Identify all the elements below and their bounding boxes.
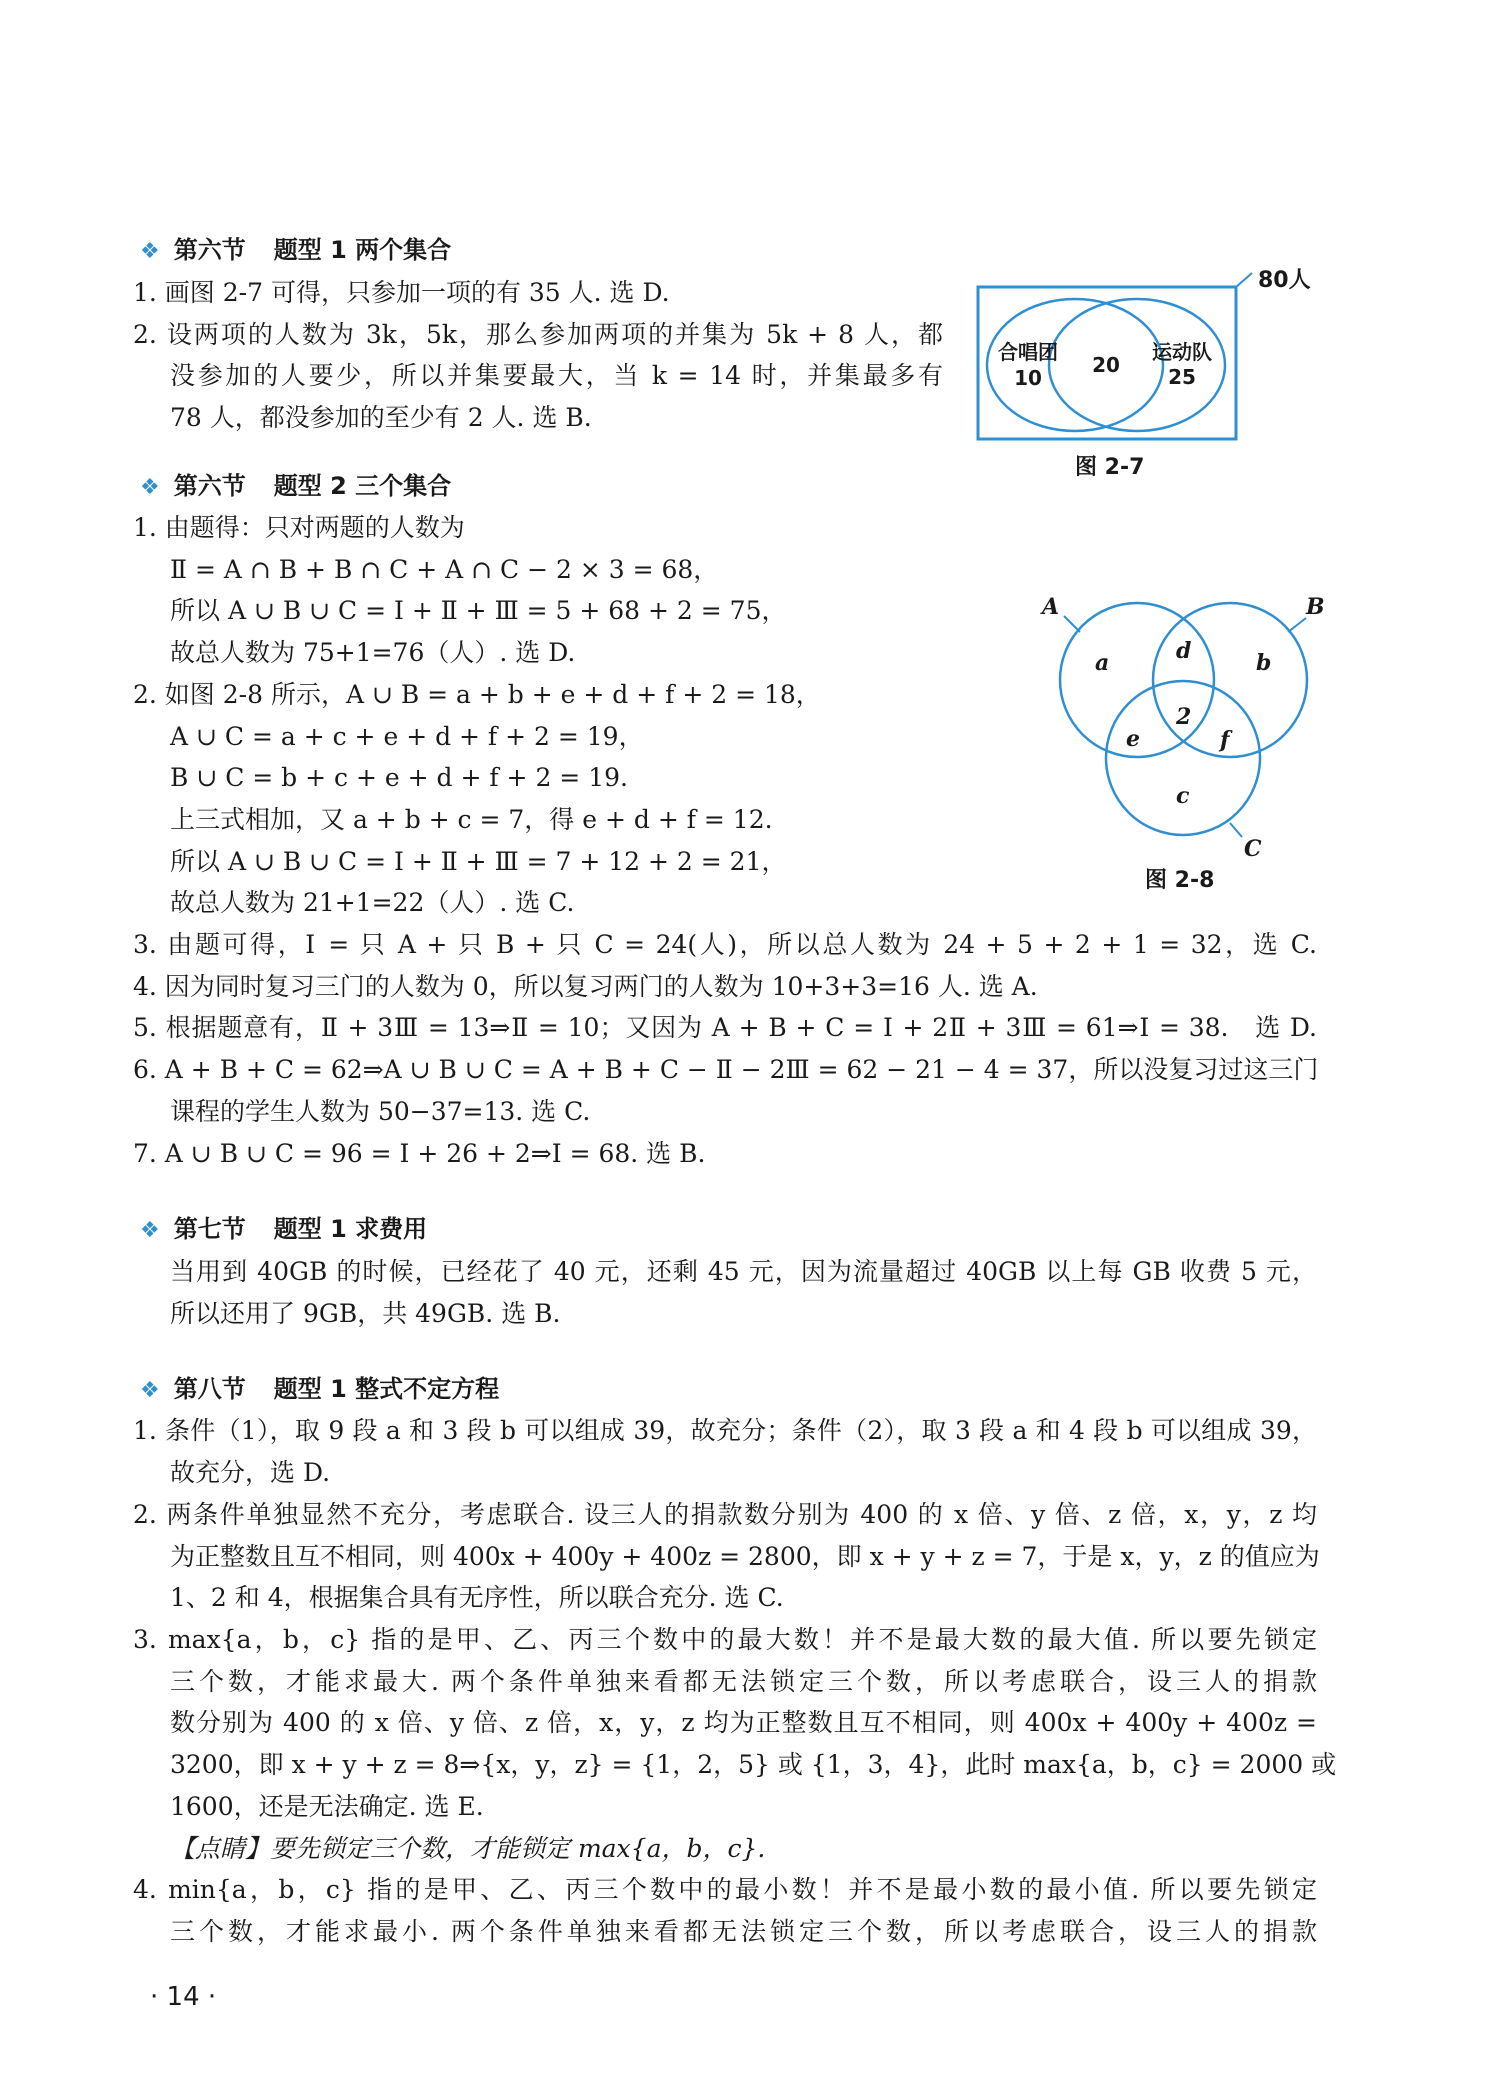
text-line: 1. 由题得：只对两题的人数为: [133, 513, 465, 542]
venn-diagram-2-8: [1020, 585, 1325, 875]
right-set-name: 运动队: [1152, 340, 1212, 364]
total-leader-line: [1236, 273, 1252, 287]
text-line: 1600，还是无法确定. 选 E.: [170, 1792, 484, 1821]
text-line: A ∪ C = a + c + e + d + f + 2 = 19，: [170, 722, 644, 751]
text-line: B ∪ C = b + c + e + d + f + 2 = 19.: [170, 763, 628, 792]
region-d: d: [1176, 638, 1192, 664]
set-circle-b: [1153, 603, 1307, 757]
text-line: Ⅱ = A ∩ B + B ∩ C + A ∩ C − 2 × 3 = 68，: [170, 555, 719, 584]
text-line: 没参加的人要少，所以并集要最大，当 k = 14 时，并集最多有: [170, 361, 943, 390]
text-line: 三个数，才能求最大. 两个条件单独来看都无法锁定三个数，所以考虑联合，设三人的捐款: [170, 1667, 1317, 1696]
text-line: 4. 因为同时复习三门的人数为 0，所以复习两门的人数为 10+3+3=16 人. 选 A.: [133, 972, 1038, 1001]
region-f: f: [1220, 727, 1230, 753]
text-line: 3. 由题可得，Ⅰ = 只 A + 只 B + 只 C = 24(人)，所以总人数为 24 + 5 + 2 + 1 = 32，选 C.: [133, 930, 1317, 959]
intersection-value: 20: [1092, 353, 1120, 377]
section-heading-8-1: ❖ 第八节 题型 1 整式不定方程: [140, 1375, 500, 1403]
text-line: 所以还用了 9GB，共 49GB. 选 B.: [170, 1299, 561, 1328]
text-line: 2. 如图 2-8 所示，A ∪ B = a + b + e + d + f + 2 = 18，: [133, 680, 821, 709]
text-line: 1. 条件（1），取 9 段 a 和 3 段 b 可以组成 39，故充分；条件（2），取 3 段 a 和 4 段 b 可以组成 39，: [133, 1416, 1317, 1445]
text-line: 78 人，都没参加的至少有 2 人. 选 B.: [170, 403, 592, 432]
label-a-leader: [1064, 616, 1080, 632]
figure-caption-2-8: 图 2-8: [1145, 868, 1215, 893]
text-line: 数分别为 400 的 x 倍、y 倍、z 倍，x，y，z 均为正整数且互不相同，则 400x + 400y + 400z =: [170, 1708, 1317, 1737]
region-e: e: [1126, 726, 1140, 752]
text-line: 3. max{a，b，c} 指的是甲、乙、丙三个数中的最大数！并不是最大数的最大值. 所以要先锁定: [133, 1625, 1317, 1654]
text-line: 1、2 和 4，根据集合具有无序性，所以联合充分. 选 C.: [170, 1583, 784, 1612]
text-line: 6. A + B + C = 62⇒A ∪ B ∪ C = A + B + C − Ⅱ − 2Ⅲ = 62 − 21 − 4 = 37，所以没复习过这三门: [133, 1055, 1319, 1084]
text-line: 5. 根据题意有，Ⅱ + 3Ⅲ = 13⇒Ⅱ = 10；又因为 A + B + C = Ⅰ + 2Ⅱ + 3Ⅲ = 61⇒Ⅰ = 38. 选 D.: [133, 1013, 1317, 1042]
diamond-bullet-icon: ❖: [140, 1218, 160, 1243]
text-line: 所以 A ∪ B ∪ C = Ⅰ + Ⅱ + Ⅲ = 5 + 68 + 2 = 75，: [170, 596, 787, 625]
section-heading-6-1: ❖ 第六节 题型 1 两个集合: [140, 236, 452, 264]
left-set-name: 合唱团: [998, 340, 1058, 364]
text-line: 课程的学生人数为 50−37=13. 选 C.: [170, 1097, 591, 1126]
text-line: 当用到 40GB 的时候，已经花了 40 元，还剩 45 元，因为流量超过 40GB 以上每 GB 收费 5 元，: [170, 1257, 1317, 1286]
set-label-b: B: [1306, 594, 1325, 620]
total-label: 80人: [1258, 268, 1311, 293]
section-heading-6-2: ❖ 第六节 题型 2 三个集合: [140, 472, 452, 500]
text-line: 7. A ∪ B ∪ C = 96 = I + 26 + 2⇒I = 68. 选 B.: [133, 1139, 706, 1168]
text-line: 2. 设两项的人数为 3k，5k，那么参加两项的并集为 5k + 8 人，都: [133, 320, 943, 349]
text-line: 故总人数为 21+1=22（人）. 选 C.: [170, 888, 575, 917]
venn-diagram-2-7: [970, 260, 1300, 460]
text-line: 2. 两条件单独显然不充分，考虑联合. 设三人的捐款数分别为 400 的 x 倍、y 倍、z 倍，x，y，z 均: [133, 1500, 1317, 1529]
figure-caption-2-7: 图 2-7: [1075, 455, 1145, 480]
text-line: 3200，即 x + y + z = 8⇒{x，y，z} = {1，2，5} 或 {1，3，4}，此时 max{a，b，c} = 2000 或: [170, 1750, 1337, 1779]
text-line: 4. min{a，b，c} 指的是甲、乙、丙三个数中的最小数！并不是最小数的最小值. 所以要先锁定: [133, 1875, 1317, 1904]
right-set-value: 25: [1168, 365, 1196, 389]
text-line: 三个数，才能求最小. 两个条件单独来看都无法锁定三个数，所以考虑联合，设三人的捐款: [170, 1917, 1317, 1946]
text-line: 故总人数为 75+1=76（人）. 选 D.: [170, 638, 576, 667]
text-line: 故充分，选 D.: [170, 1458, 331, 1487]
text-line: 1. 画图 2-7 可得，只参加一项的有 35 人. 选 D.: [133, 278, 670, 307]
label-c-leader: [1230, 823, 1242, 837]
region-center: 2: [1176, 704, 1192, 730]
set-label-a: A: [1042, 594, 1060, 620]
text-line: 为正整数且互不相同，则 400x + 400y + 400z = 2800，即 x + y + z = 7，于是 x，y，z 的值应为: [170, 1542, 1320, 1571]
diamond-bullet-icon: ❖: [140, 239, 160, 264]
section-heading-7-1: ❖ 第七节 题型 1 求费用: [140, 1215, 428, 1243]
page-number: · 14 ·: [150, 1982, 217, 2012]
diamond-bullet-icon: ❖: [140, 475, 160, 500]
set-label-c: C: [1244, 836, 1262, 862]
text-line: 上三式相加，又 a + b + c = 7，得 e + d + f = 12.: [170, 805, 773, 834]
region-b: b: [1256, 650, 1272, 676]
tip-line: 【点睛】要先锁定三个数，才能锁定 max{a，b，c}.: [170, 1834, 766, 1863]
text-line: 所以 A ∪ B ∪ C = Ⅰ + Ⅱ + Ⅲ = 7 + 12 + 2 = 21，: [170, 847, 787, 876]
left-set-value: 10: [1014, 366, 1042, 390]
diamond-bullet-icon: ❖: [140, 1378, 160, 1403]
label-b-leader: [1288, 618, 1306, 632]
region-a: a: [1095, 650, 1110, 676]
region-c: c: [1176, 783, 1190, 809]
